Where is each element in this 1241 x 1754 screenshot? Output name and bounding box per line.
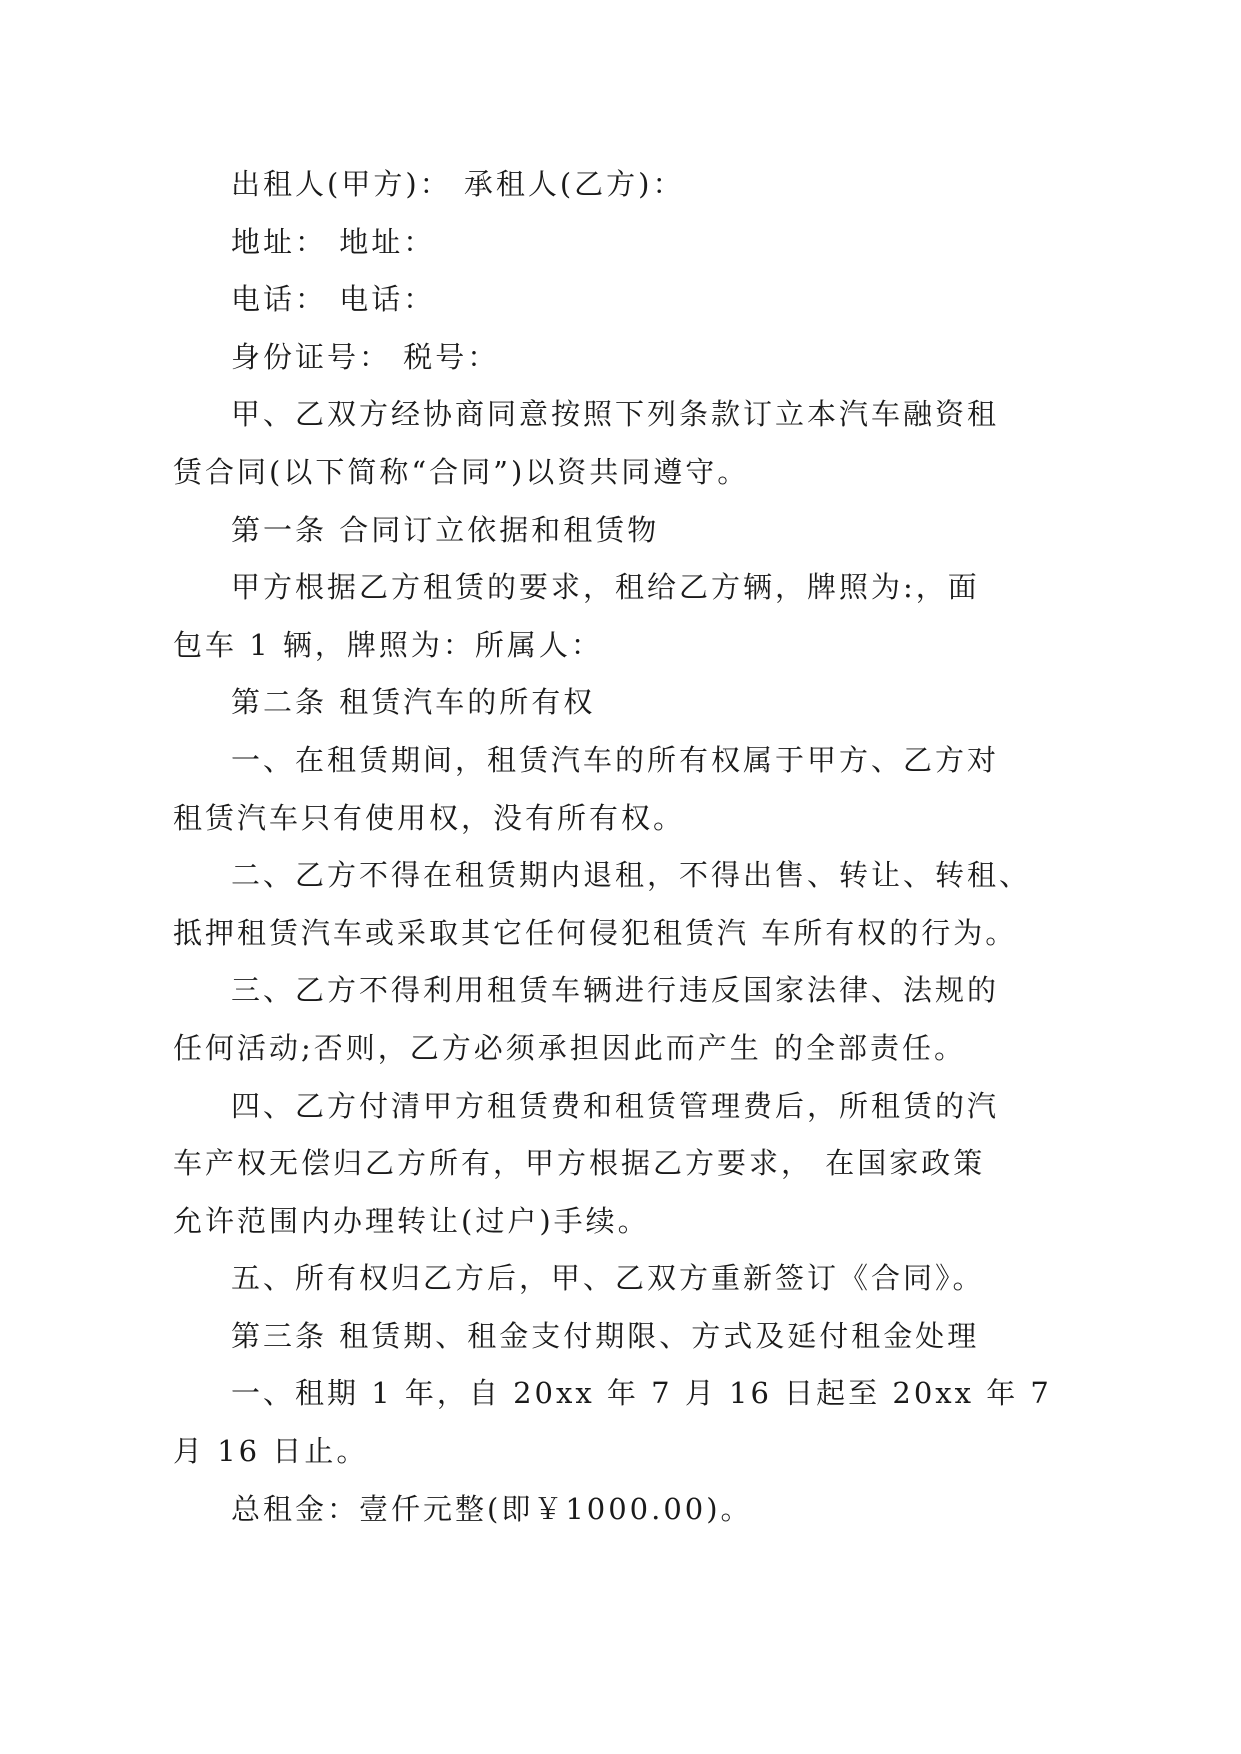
article-2-heading: 第二条 租赁汽车的所有权 (231, 685, 596, 720)
clause-3-1-line-2: 月 16 日止。 (173, 1434, 369, 1469)
clause-2-2-line-1: 二、乙方不得在租赁期内退租，不得出售、转让、转租、 (231, 858, 1032, 893)
article-3-heading: 第三条 租赁期、租金支付期限、方式及延付租金处理 (231, 1318, 980, 1353)
total-rent-line: 总租金：壹仟元整(即￥1000.00)。 (231, 1491, 753, 1526)
article-1-text-line-1: 甲方根据乙方租赁的要求，租给乙方辆，牌照为:，面 (231, 570, 980, 605)
clause-2-4-line-2: 车产权无偿归乙方所有，甲方根据乙方要求， 在国家政策 (173, 1146, 986, 1181)
article-1-heading: 第一条 合同订立依据和租赁物 (231, 512, 660, 547)
clause-2-4-line-3: 允许范围内办理转让(过户)手续。 (173, 1203, 650, 1238)
clause-2-1-line-1: 一、在租赁期间，租赁汽车的所有权属于甲方、乙方对 (231, 742, 1000, 777)
id-tax-line: 身份证号： 税号： (231, 339, 500, 374)
article-1-text-line-2: 包车 1 辆，牌照为：所属人： (173, 627, 603, 662)
clause-2-1-line-2: 租赁汽车只有使用权，没有所有权。 (173, 800, 686, 835)
phone-line: 电话： 电话： (231, 282, 436, 317)
clause-2-4-line-1: 四、乙方付清甲方租赁费和租赁管理费后，所租赁的汽 (231, 1088, 1000, 1123)
clause-3-1-line-1: 一、租期 1 年，自 20xx 年 7 月 16 日起至 20xx 年 7 (231, 1376, 1052, 1411)
clause-2-3-line-2: 任何活动;否则，乙方必须承担因此而产生 的全部责任。 (173, 1030, 966, 1065)
party-names-line: 出租人(甲方)： 承租人(乙方)： (231, 167, 685, 201)
document-body (173, 162, 1053, 1544)
clause-2-5: 五、所有权归乙方后，甲、乙双方重新签订《合同》。 (231, 1261, 985, 1296)
address-line: 地址： 地址： (231, 224, 436, 259)
preamble-line-2: 赁合同(以下简称“合同”)以资共同遵守。 (173, 454, 750, 489)
clause-2-3-line-1: 三、乙方不得利用租赁车辆进行违反国家法律、法规的 (231, 973, 1000, 1008)
preamble-line-1: 甲、乙双方经协商同意按照下列条款订立本汽车融资租 (231, 397, 1000, 432)
clause-2-2-line-2: 抵押租赁汽车或采取其它任何侵犯租赁汽 车所有权的行为。 (173, 915, 1018, 950)
